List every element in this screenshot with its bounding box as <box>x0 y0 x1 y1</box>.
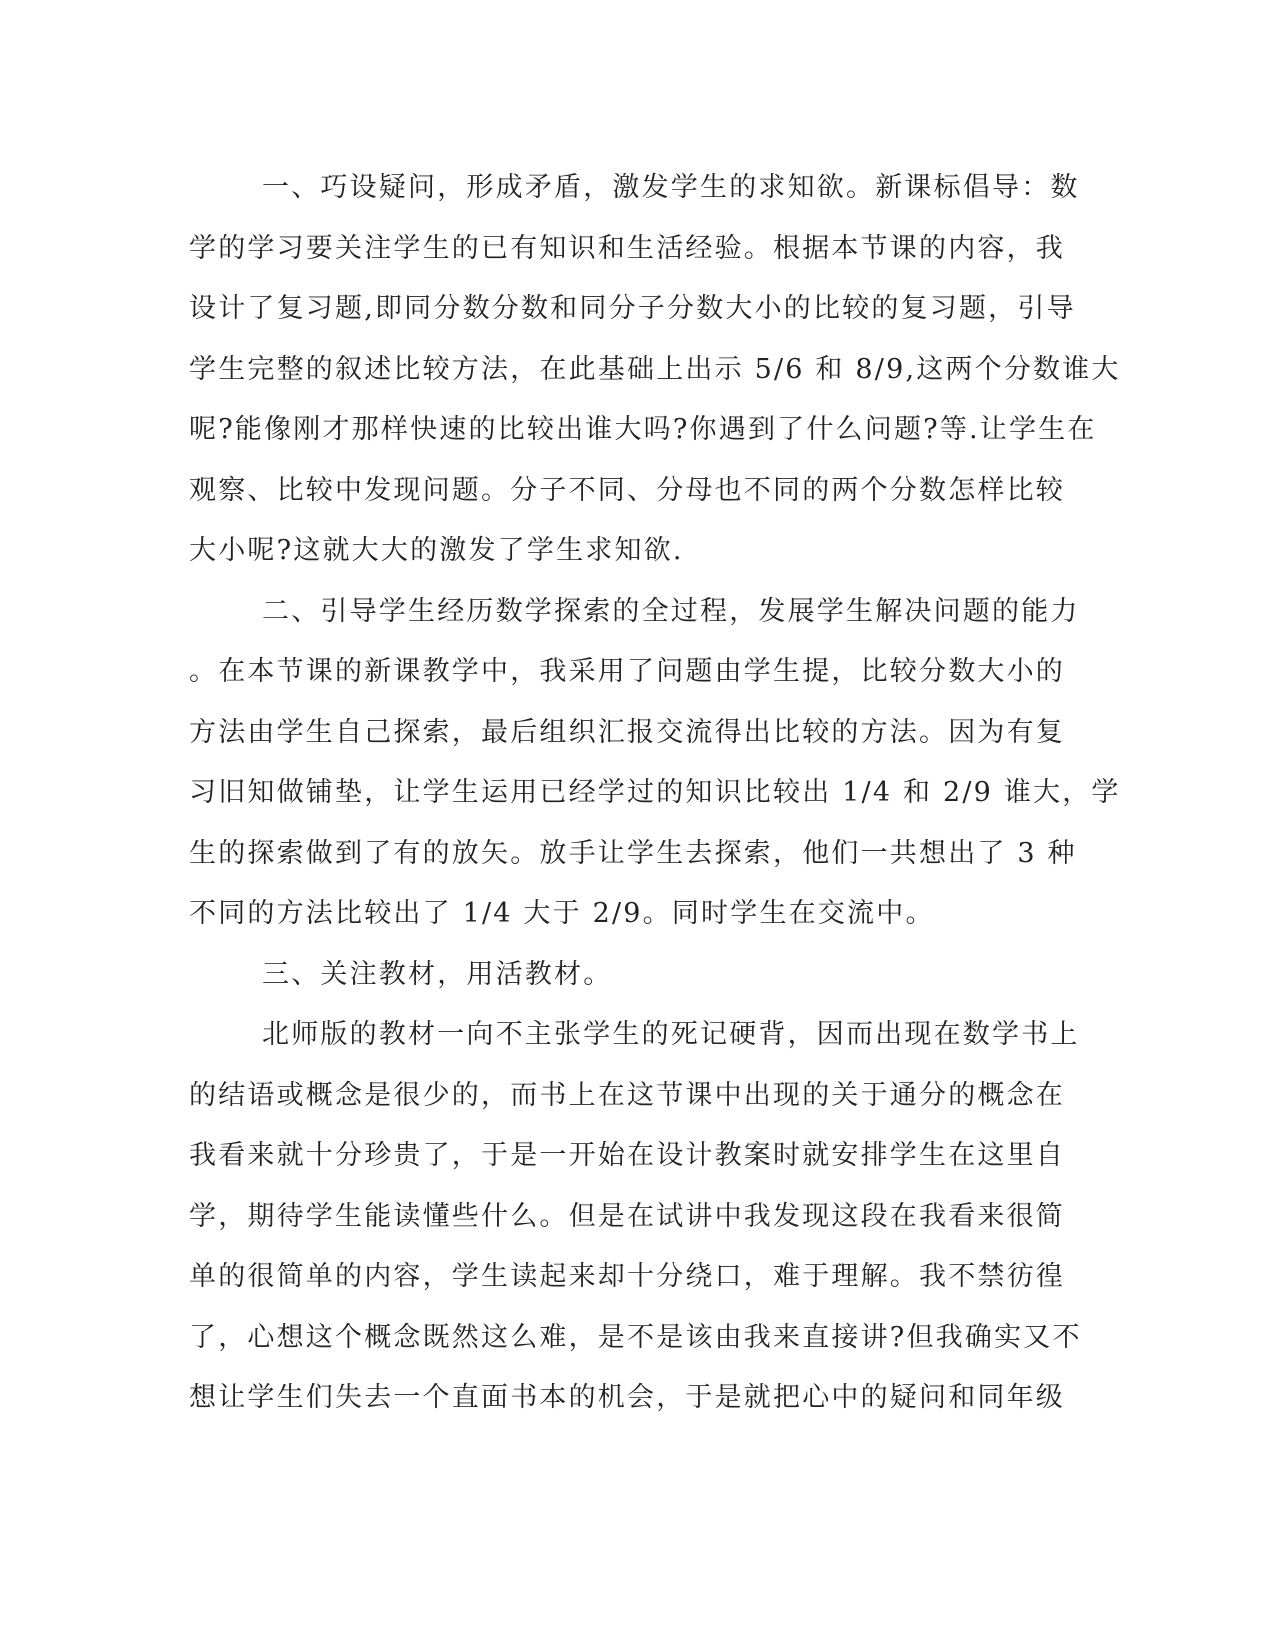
section-3-heading: 三、关注教材，用活教材。 <box>262 958 613 990</box>
paragraph-3-line-6: 了，心想这个概念既然这么难，是不是该由我来直接讲?但我确实又不 <box>189 1321 1082 1353</box>
document-body <box>189 158 1121 1429</box>
paragraph-1-line-3: 设计了复习题,即同分数分数和同分子分数大小的比较的复习题，引导 <box>189 293 1076 324</box>
paragraph-3-line-2: 的结语或概念是很少的，而书上在这节课中出现的关于通分的概念在 <box>189 1079 1065 1111</box>
paragraph-3-line-3: 我看来就十分珍贵了，于是一开始在设计教案时就安排学生在这里自 <box>189 1140 1065 1171</box>
paragraph-3-line-4: 学，期待学生能读懂些什么。但是在试讲中我发现这段在我看来很简 <box>189 1200 1065 1232</box>
paragraph-1-line-6: 观察、比较中发现问题。分子不同、分母也不同的两个分数怎样比较 <box>189 474 1065 506</box>
paragraph-1-line-5: 呢?能像刚才那样快速的比较出谁大吗?你遇到了什么问题?等.让学生在 <box>189 414 1097 445</box>
paragraph-3-line-7: 想让学生们失去一个直面书本的机会，于是就把心中的疑问和同年级 <box>189 1382 1065 1413</box>
paragraph-2-line-4: 习旧知做铺垫，让学生运用已经学过的知识比较出 1/4 和 2/9 谁大，学 <box>189 777 1121 808</box>
paragraph-2-line-2: 。在本节课的新课教学中，我采用了问题由学生提，比较分数大小的 <box>189 656 1065 687</box>
paragraph-3-line-1: 北师版的教材一向不主张学生的死记硬背，因而出现在数学书上 <box>262 1019 1080 1050</box>
paragraph-3-line-5: 单的很简单的内容，学生读起来却十分绕口，难于理解。我不禁彷徨 <box>189 1261 1065 1292</box>
paragraph-2-line-6: 不同的方法比较出了 1/4 大于 2/9。同时学生在交流中。 <box>189 898 935 929</box>
paragraph-1-line-2: 学的学习要关注学生的已有知识和生活经验。根据本节课的内容，我 <box>189 232 1065 264</box>
paragraph-2-line-1: 二、引导学生经历数学探索的全过程，发展学生解决问题的能力 <box>262 595 1080 627</box>
paragraph-2-line-5: 生的探索做到了有的放矢。放手让学生去探索，他们一共想出了 3 种 <box>189 837 1077 869</box>
paragraph-2-line-3: 方法由学生自己探索，最后组织汇报交流得出比较的方法。因为有复 <box>189 716 1065 748</box>
paragraph-1-line-1: 一、巧设疑问，形成矛盾，激发学生的求知欲。新课标倡导：数 <box>262 172 1080 203</box>
paragraph-1-line-4: 学生完整的叙述比较方法，在此基础上出示 5/6 和 8/9,这两个分数谁大 <box>189 353 1121 385</box>
paragraph-1-line-7: 大小呢?这就大大的激发了学生求知欲. <box>189 535 684 566</box>
